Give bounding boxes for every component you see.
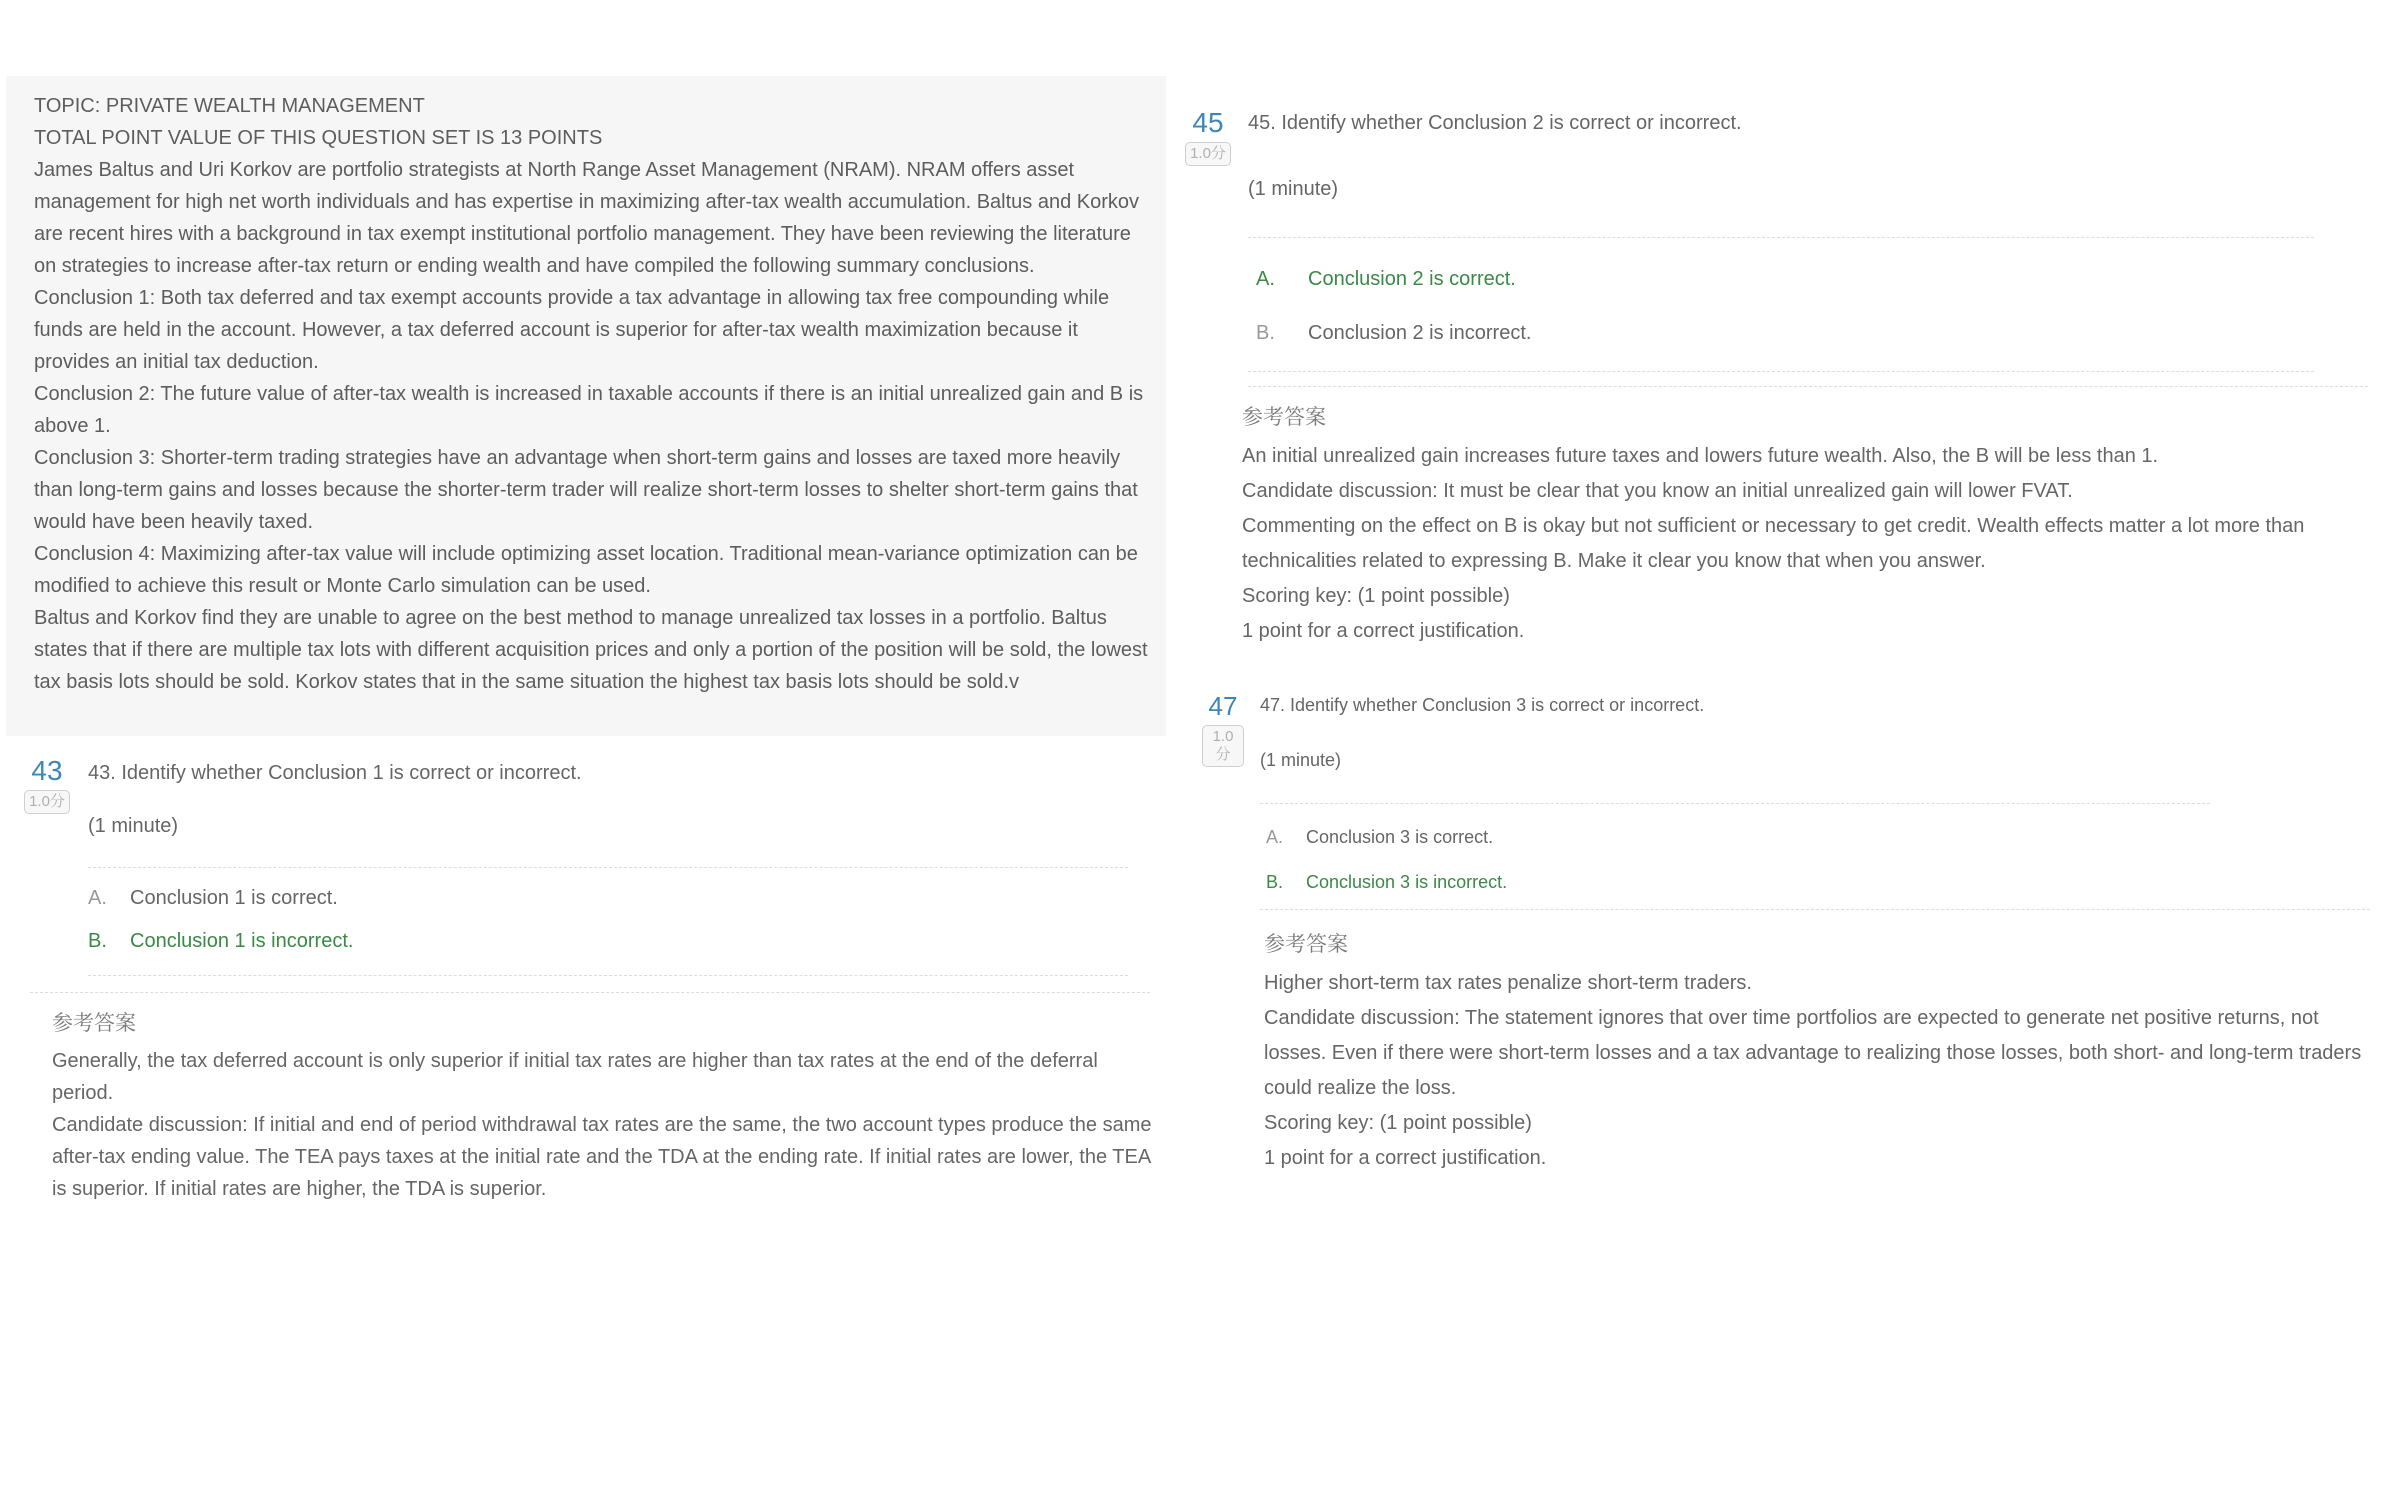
option-letter: A.	[88, 887, 107, 909]
answer-section-45	[1176, 401, 2362, 649]
question-time: (1 minute)	[1260, 750, 1342, 770]
passage-conclusion-1: Conclusion 1: Both tax deferred and tax exempt accounts provide a tax advantage in allowing tax free compounding while funds are held in the account. However, a tax deferred account is superior for after-tax wealth maximization because it provides an initial tax deduction.	[34, 287, 1110, 373]
question-text: 45. Identify whether Conclusion 2 is correct or incorrect.	[1248, 112, 1742, 134]
option-b-correct[interactable]	[1260, 872, 2376, 893]
option-a[interactable]	[88, 887, 1166, 910]
divider	[1260, 803, 2210, 804]
question-text: 43. Identify whether Conclusion 1 is correct or incorrect.	[88, 762, 582, 784]
case-passage	[6, 76, 1166, 736]
question-number: 47	[1208, 691, 1238, 721]
question-number: 43	[31, 755, 63, 786]
answer-divider	[1260, 909, 2370, 910]
option-text: Conclusion 2 is incorrect.	[1308, 322, 1532, 344]
option-letter: B.	[88, 930, 107, 952]
option-b-correct[interactable]	[88, 930, 1166, 953]
option-letter: A.	[1256, 268, 1275, 290]
question-time: (1 minute)	[88, 815, 179, 837]
divider	[1248, 371, 2314, 372]
answer-line: Higher short-term tax rates penalize short-term traders.	[1264, 972, 1752, 994]
option-letter: B.	[1266, 872, 1284, 892]
answer-body	[1242, 439, 2362, 649]
answer-line: 1 point for a correct justification.	[1264, 1147, 1547, 1169]
passage-intro: James Baltus and Uri Korkov are portfolio strategists at North Range Asset Management (NRAM). NRAM offers asset management for high net worth individuals and has expertise in maximizing after-tax wealth accumulation. Baltus and Korkov are recent hires with a background in tax exempt institutional portfolio management. They have been reviewing the literature on strategies to increase after-tax return or ending wealth and have compiled the following summary conclusions.	[34, 159, 1140, 277]
question-number: 45	[1192, 107, 1224, 138]
question-45	[1176, 106, 2376, 372]
answer-line: Scoring key: (1 point possible)	[1264, 1112, 1532, 1134]
question-47	[1176, 689, 2376, 893]
question-time: (1 minute)	[1248, 178, 1339, 200]
question-points-badge: 1.0分	[24, 790, 70, 814]
option-text: Conclusion 2 is correct.	[1308, 268, 1516, 290]
divider	[88, 975, 1128, 976]
answer-title: 参考答案	[1242, 406, 1326, 429]
option-letter: B.	[1256, 322, 1275, 344]
answer-section-47	[1176, 928, 2364, 1176]
answer-section-43	[6, 1007, 1162, 1205]
answer-line: Candidate discussion: It must be clear that you know an initial unrealized gain will lower FVAT.	[1242, 480, 2073, 502]
answer-line: An initial unrealized gain increases future taxes and lowers future wealth. Also, the B will be less than 1.	[1242, 445, 2159, 467]
option-a[interactable]	[1260, 827, 2376, 848]
divider	[1248, 237, 2314, 238]
question-43	[6, 754, 1166, 976]
answer-line: Scoring key: (1 point possible)	[1242, 585, 1510, 607]
divider	[88, 867, 1128, 868]
answer-line: Generally, the tax deferred account is only superior if initial tax rates are higher than tax rates at the end of the deferral period.	[52, 1050, 1098, 1104]
left-column	[6, 0, 1166, 1205]
answer-line: Commenting on the effect on B is okay but not sufficient or necessary to get credit. Wealth effects matter a lot more than technicalities related to expressing B. Make it clear you know that when you answer.	[1242, 515, 2305, 572]
question-number-badge	[24, 754, 70, 814]
option-text: Conclusion 3 is incorrect.	[1306, 872, 1508, 892]
option-b[interactable]	[1248, 322, 2376, 345]
option-text: Conclusion 3 is correct.	[1306, 827, 1494, 847]
passage-conclusion-2: Conclusion 2: The future value of after-tax wealth is increased in taxable accounts if there is an initial unrealized gain and B is above 1.	[34, 383, 1144, 437]
question-points-badge: 1.0分	[1202, 725, 1244, 767]
answer-line: 1 point for a correct justification.	[1242, 620, 1525, 642]
answer-divider	[30, 992, 1150, 993]
passage-conclusion-4: Conclusion 4: Maximizing after-tax value will include optimizing asset location. Traditional mean-variance optimization can be modified to achieve this result or Monte Carlo simulation can be used.	[34, 543, 1138, 597]
question-points-badge: 1.0分	[1185, 142, 1231, 166]
answer-divider	[1248, 386, 2368, 387]
answer-title: 参考答案	[1264, 933, 1348, 956]
answer-title: 参考答案	[52, 1012, 136, 1035]
passage-tax-lots: Baltus and Korkov find they are unable to agree on the best method to manage unrealized tax losses in a portfolio. Baltus states that if there are multiple tax lots with different acquisition prices and only a portion of the position will be sold, the lowest tax basis lots should be sold. Korkov states that in the same situation the highest tax basis lots should be sold.v	[34, 607, 1148, 693]
question-number-badge	[1202, 689, 1244, 767]
answer-body	[1264, 966, 2364, 1176]
passage-points-total: TOTAL POINT VALUE OF THIS QUESTION SET IS 13 POINTS	[34, 127, 603, 149]
question-number-badge	[1185, 106, 1231, 166]
option-letter: A.	[1266, 827, 1284, 847]
option-text: Conclusion 1 is correct.	[130, 887, 338, 909]
right-column	[1176, 0, 2376, 1176]
answer-line: Candidate discussion: If initial and end of period withdrawal tax rates are the same, the two account types produce the same after-tax ending value. The TEA pays taxes at the initial rate and the TDA at the ending rate. If initial rates are lower, the TEA is superior. If initial rates are higher, the TDA is superior.	[52, 1114, 1152, 1200]
answer-line: Candidate discussion: The statement ignores that over time portfolios are expected to generate net positive returns, not losses. Even if there were short-term losses and a tax advantage to realizing those losses, both short- and long-term traders could realize the loss.	[1264, 1007, 2362, 1099]
option-text: Conclusion 1 is incorrect.	[130, 930, 354, 952]
question-text: 47. Identify whether Conclusion 3 is correct or incorrect.	[1260, 695, 1705, 715]
passage-conclusion-3: Conclusion 3: Shorter-term trading strategies have an advantage when short-term gains and losses are taxed more heavily than long-term gains and losses because the shorter-term trader will realize short-term losses to shelter short-term gains that would have been heavily taxed.	[34, 447, 1138, 533]
passage-topic: TOPIC: PRIVATE WEALTH MANAGEMENT	[34, 95, 425, 117]
option-a-correct[interactable]	[1248, 268, 2376, 291]
answer-body	[52, 1045, 1162, 1205]
